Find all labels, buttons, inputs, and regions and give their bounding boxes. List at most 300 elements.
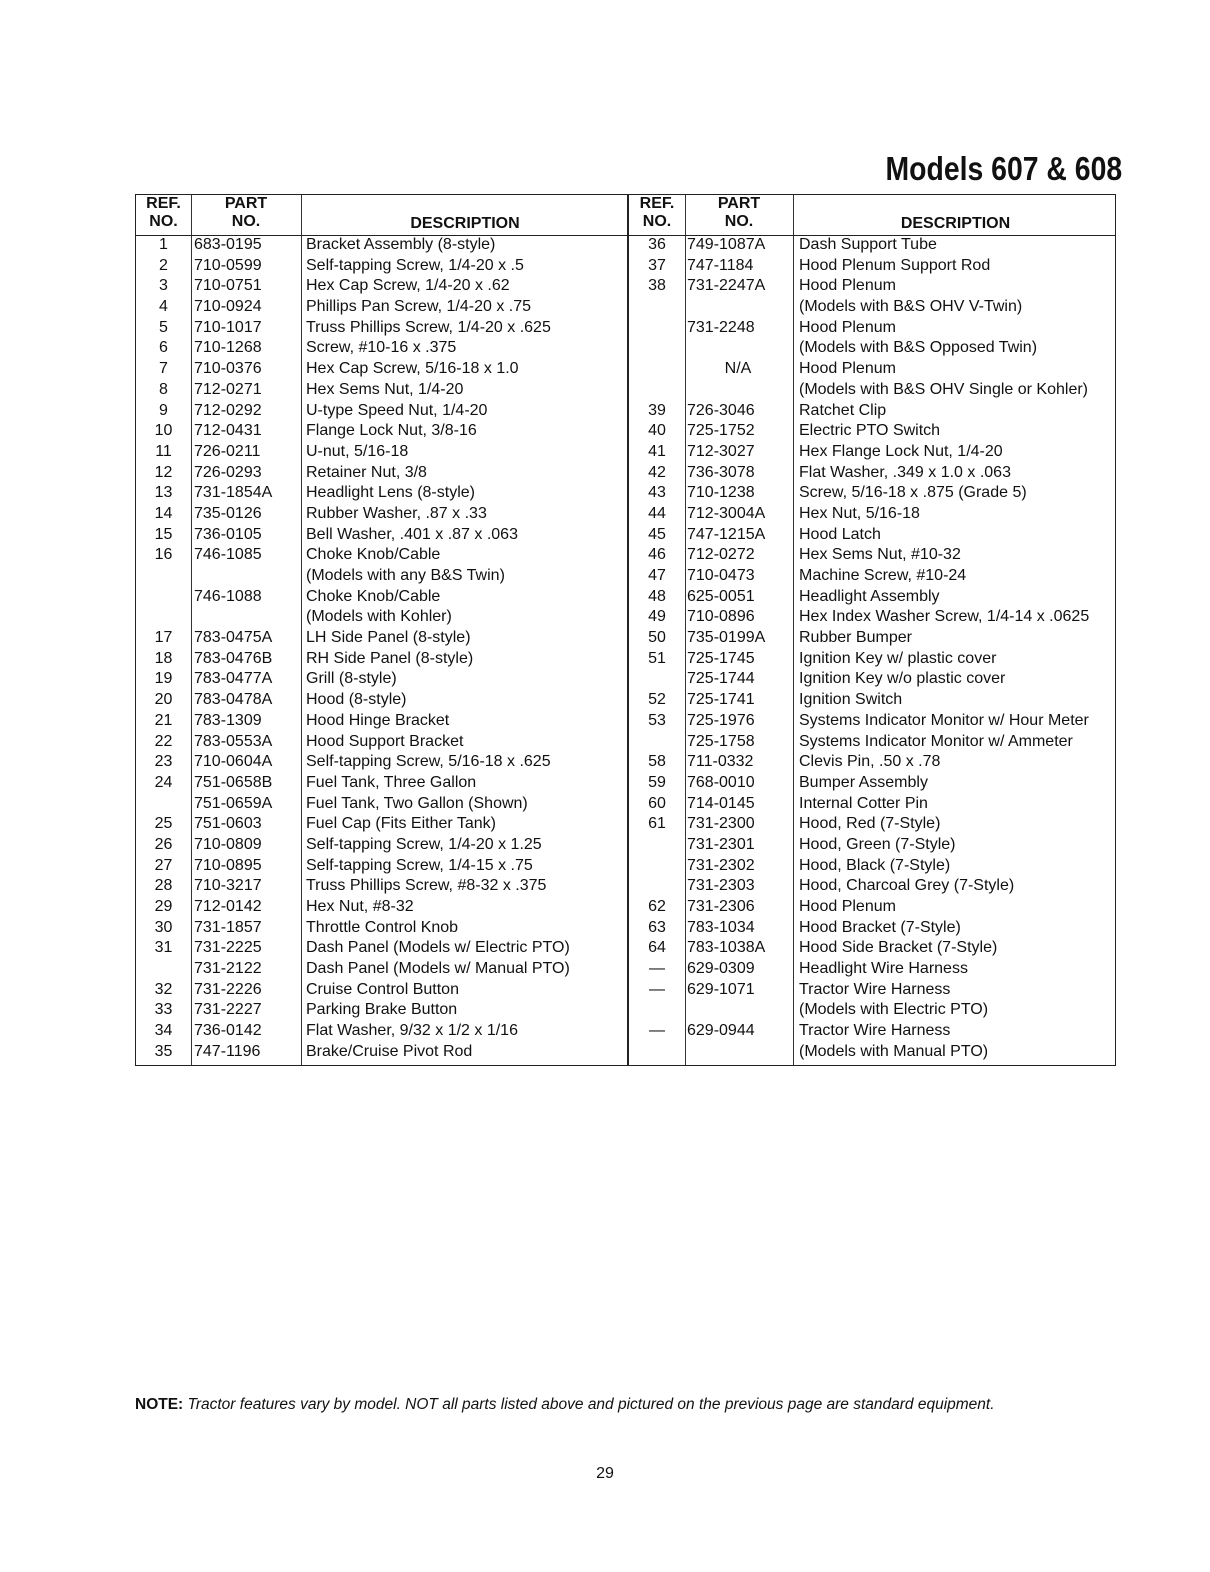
part-description: Hood Plenum: [799, 898, 896, 915]
ref-number: 24: [154, 773, 173, 791]
table-row: [136, 690, 627, 711]
right-rows: [629, 235, 1115, 1063]
part-description: Tractor Wire Harness: [799, 1022, 951, 1040]
table-row: [136, 959, 627, 980]
table-row: [136, 876, 627, 897]
part-description: Headlight Lens (8-style): [306, 484, 475, 502]
part-description: Headlight Assembly: [799, 587, 940, 605]
part-number: 731-2226: [194, 980, 262, 998]
part-description: Ignition Key w/ plastic cover: [799, 649, 997, 667]
part-no-header: PART NO.: [224, 195, 268, 230]
ref-number: 38: [648, 277, 666, 295]
table-row: [629, 938, 1115, 959]
part-description: Throttle Control Knob: [306, 918, 459, 936]
ref-number: 9: [159, 401, 168, 419]
part-number: 783-0478A: [194, 691, 273, 709]
part-number: 710-1238: [687, 484, 755, 502]
table-row: [629, 483, 1115, 504]
ref-number: —: [649, 980, 665, 998]
part-description: Dash Panel (Models w/ Manual PTO): [306, 960, 570, 978]
table-row: [136, 1042, 627, 1063]
table-row: [136, 1000, 627, 1021]
part-number: 726-0293: [194, 463, 262, 481]
ref-number: 59: [648, 773, 666, 791]
part-description: Tractor Wire Harness: [799, 980, 951, 998]
ref-number: 42: [648, 463, 666, 481]
table-row: [136, 235, 627, 256]
part-description: Brake/Cruise Pivot Rod: [306, 1042, 473, 1060]
table-row: [136, 380, 627, 401]
part-number: 725-1752: [687, 422, 755, 440]
part-description: (Models with Kohler): [306, 608, 452, 626]
part-description: Hood, Green (7-Style): [799, 835, 956, 853]
part-number: 751-0658B: [194, 773, 273, 791]
table-row: [136, 669, 627, 690]
part-description: Dash Support Tube: [799, 236, 937, 253]
part-description: Flat Washer, 9/32 x 1/2 x 1/16: [306, 1022, 518, 1040]
ref-number: 44: [648, 504, 666, 522]
table-row: [629, 856, 1115, 877]
part-description: Hood, Charcoal Grey (7-Style): [799, 877, 1015, 895]
part-description: Choke Knob/Cable: [306, 587, 441, 605]
ref-number: 41: [648, 442, 666, 460]
part-description: Truss Phillips Screw, #8-32 x .375: [306, 877, 547, 895]
ref-number: 63: [648, 918, 666, 936]
part-number: 710-3217: [194, 877, 262, 895]
part-number: 736-0105: [194, 525, 262, 543]
table-row: [136, 504, 627, 525]
table-row: [629, 814, 1115, 835]
part-description: Hex Sems Nut, 1/4-20: [306, 380, 464, 398]
ref-number: 52: [648, 691, 666, 709]
part-description: (Models with B&S OHV Single or Kohler): [799, 380, 1088, 398]
ref-number: 43: [648, 484, 666, 502]
ref-number: 22: [154, 732, 173, 750]
table-row: [629, 421, 1115, 442]
ref-number: 51: [648, 649, 666, 667]
ref-number: 32: [154, 980, 173, 998]
part-description: Choke Knob/Cable: [306, 546, 441, 564]
ref-number: 28: [154, 877, 173, 895]
ref-number: 14: [154, 504, 173, 522]
table-row: [136, 359, 627, 380]
table-row: [629, 297, 1115, 318]
part-number: 712-0292: [194, 401, 262, 419]
ref-number: 40: [648, 422, 666, 440]
table-row: [136, 794, 627, 815]
part-number: 783-1309: [194, 711, 262, 729]
part-number: 749-1087A: [687, 236, 766, 253]
part-number: 710-0895: [194, 856, 262, 874]
ref-number: 4: [159, 298, 168, 316]
part-number: 783-0553A: [194, 732, 273, 750]
table-row: [136, 856, 627, 877]
part-description: Self-tapping Screw, 5/16-18 x .625: [306, 753, 551, 771]
ref-number: 61: [648, 815, 666, 833]
part-description: Parking Brake Button: [306, 1001, 458, 1019]
table-row: [136, 918, 627, 939]
part-number: 731-2247A: [687, 277, 766, 295]
table-row: [629, 918, 1115, 939]
table-row: [136, 814, 627, 835]
ref-number: 3: [159, 277, 168, 295]
part-description: Fuel Tank, Two Gallon (Shown): [306, 794, 528, 812]
part-description: Hood Bracket (7-Style): [799, 918, 961, 936]
table-row: [629, 732, 1115, 753]
left-rows: [136, 235, 627, 1063]
part-description: Rubber Bumper: [799, 629, 912, 647]
part-description: Hood Hinge Bracket: [306, 711, 450, 729]
part-number: 710-0376: [194, 360, 262, 378]
table-row: [629, 525, 1115, 546]
ref-number: 13: [154, 484, 173, 502]
part-number: 736-3078: [687, 463, 755, 481]
part-description: Bumper Assembly: [799, 773, 928, 791]
ref-number: 15: [154, 525, 173, 543]
part-number: 710-1017: [194, 318, 262, 336]
table-row: [629, 649, 1115, 670]
page-number: 29: [596, 1465, 614, 1482]
ref-number: 60: [648, 794, 666, 812]
ref-number: 27: [154, 856, 173, 874]
table-row: [629, 463, 1115, 484]
table-row: [136, 897, 627, 918]
part-description: Hood, Black (7-Style): [799, 856, 951, 874]
part-description: Hood, Red (7-Style): [799, 815, 941, 833]
part-description: U-nut, 5/16-18: [306, 442, 409, 460]
ref-no-header: REF. NO.: [639, 195, 675, 230]
part-no-header: PART NO.: [717, 195, 761, 230]
part-description: Hex Index Washer Screw, 1/4-14 x .0625: [799, 608, 1090, 626]
part-description: Hood Plenum: [799, 318, 896, 336]
ref-number: 47: [648, 567, 666, 584]
ref-number: 6: [159, 339, 168, 357]
table-row: [136, 421, 627, 442]
part-number: 629-1071: [687, 980, 755, 998]
part-number: 731-1857: [194, 918, 262, 936]
part-description: Retainer Nut, 3/8: [306, 463, 427, 481]
part-number: 747-1215A: [687, 525, 766, 543]
table-row: [629, 318, 1115, 339]
table-row: [629, 669, 1115, 690]
part-description: Hood Plenum Support Rod: [799, 256, 991, 274]
part-number: 725-1745: [687, 649, 755, 667]
part-description: Hex Cap Screw, 5/16-18 x 1.0: [306, 360, 519, 378]
part-number: 725-1758: [687, 732, 755, 750]
table-row: [629, 442, 1115, 463]
part-number: 712-0271: [194, 380, 262, 398]
ref-number: 12: [154, 463, 173, 481]
part-number: 747-1184: [687, 256, 754, 274]
part-description: Machine Screw, #10-24: [799, 567, 967, 584]
part-description: Ignition Key w/o plastic cover: [799, 670, 1006, 688]
part-number: 710-0473: [687, 567, 755, 584]
part-number: 783-0476B: [194, 649, 273, 667]
part-description: Hood Plenum: [799, 277, 896, 295]
table-row: [136, 483, 627, 504]
table-row: [136, 587, 627, 608]
part-number: 725-1976: [687, 711, 755, 729]
table-row: [629, 545, 1115, 566]
part-number: 711-0332: [687, 753, 754, 771]
part-number: 725-1744: [687, 670, 755, 688]
table-row: [629, 338, 1115, 359]
description-header: DESCRIPTION: [900, 215, 1011, 232]
part-number: 710-0604A: [194, 753, 273, 771]
table-row: [629, 401, 1115, 422]
ref-number: 64: [648, 939, 666, 957]
ref-number: 20: [154, 691, 173, 709]
part-number: 731-2303: [687, 877, 755, 895]
table-row: [629, 794, 1115, 815]
table-row: [136, 752, 627, 773]
table-row: [629, 1042, 1115, 1063]
part-description: Dash Panel (Models w/ Electric PTO): [306, 939, 570, 957]
ref-number: 10: [154, 422, 173, 440]
part-number: 726-0211: [194, 442, 261, 460]
table-row: [629, 359, 1115, 380]
part-description: Flange Lock Nut, 3/8-16: [306, 422, 477, 440]
table-row: [629, 980, 1115, 1001]
ref-number: 34: [154, 1022, 173, 1040]
table-row: [136, 442, 627, 463]
table-row: [136, 566, 627, 587]
part-description: Screw, 5/16-18 x .875 (Grade 5): [799, 484, 1027, 502]
ref-number: 62: [648, 898, 666, 915]
part-description: Grill (8-style): [306, 670, 397, 688]
table-row: [629, 587, 1115, 608]
part-number: 710-0924: [194, 298, 262, 316]
ref-number: 45: [648, 525, 666, 543]
table-row: [136, 297, 627, 318]
note-label: NOTE:: [135, 1396, 184, 1413]
table-row: [136, 732, 627, 753]
part-number: 735-0126: [194, 504, 262, 522]
part-number: 712-3004A: [687, 504, 766, 522]
ref-number: 2: [159, 256, 168, 274]
part-number: 731-1854A: [194, 484, 273, 502]
ref-number: 25: [154, 815, 173, 833]
ref-number: 53: [648, 711, 666, 729]
ref-number: 35: [154, 1042, 173, 1060]
part-description: Hex Nut, 5/16-18: [799, 504, 920, 522]
part-description: Screw, #10-16 x .375: [306, 339, 457, 357]
table-row: [136, 401, 627, 422]
part-description: Bell Washer, .401 x .87 x .063: [306, 525, 518, 543]
ref-number: 11: [155, 442, 172, 460]
part-number: 712-0272: [687, 546, 755, 564]
table-row: [629, 256, 1115, 277]
part-number: 731-2301: [687, 835, 755, 853]
part-description: Hood (8-style): [306, 691, 407, 709]
part-number: 768-0010: [687, 773, 755, 791]
part-description: (Models with any B&S Twin): [306, 567, 505, 584]
table-row: [136, 525, 627, 546]
part-description: Hood Latch: [799, 525, 881, 543]
part-description: Truss Phillips Screw, 1/4-20 x .625: [306, 318, 551, 336]
note-text: Tractor features vary by model. NOT all parts listed above and pictured on the previous page are standard equipment.: [187, 1396, 995, 1413]
part-description: Flat Washer, .349 x 1.0 x .063: [799, 463, 1011, 481]
table-row: [629, 773, 1115, 794]
ref-number: 19: [154, 670, 173, 688]
part-description: Ignition Switch: [799, 691, 903, 709]
part-number: 683-0195: [194, 236, 262, 253]
table-row: [629, 628, 1115, 649]
part-description: Hood Side Bracket (7-Style): [799, 939, 998, 957]
ref-number: 31: [154, 939, 173, 957]
part-description: Fuel Tank, Three Gallon: [306, 773, 477, 791]
part-number: 725-1741: [687, 691, 755, 709]
part-description: Hex Nut, #8-32: [306, 898, 414, 915]
part-description: Hex Sems Nut, #10-32: [799, 546, 961, 564]
table-row: [136, 773, 627, 794]
table-row: [629, 835, 1115, 856]
ref-number: 8: [159, 380, 168, 398]
ref-number: 46: [648, 546, 666, 564]
part-description: (Models with Manual PTO): [799, 1042, 989, 1060]
part-number: 731-2248: [687, 318, 755, 336]
part-number: 731-2302: [687, 856, 755, 874]
ref-number: 49: [648, 608, 666, 626]
part-number: 783-1034: [687, 918, 755, 936]
ref-number: 23: [154, 753, 173, 771]
part-number: 731-2225: [194, 939, 262, 957]
ref-number: 1: [159, 236, 168, 253]
part-number: 710-1268: [194, 339, 262, 357]
ref-number: 48: [648, 587, 666, 605]
ref-number: 18: [154, 649, 173, 667]
table-row: [136, 338, 627, 359]
table-row: [629, 959, 1115, 980]
ref-number: 37: [648, 256, 666, 274]
part-number: 751-0659A: [194, 794, 273, 812]
part-description: Bracket Assembly (8-style): [306, 236, 496, 253]
table-row: [629, 276, 1115, 297]
part-number: 726-3046: [687, 401, 755, 419]
part-number: 751-0603: [194, 815, 262, 833]
ref-number: 36: [648, 236, 666, 253]
ref-number: 21: [154, 711, 173, 729]
table-row: [629, 690, 1115, 711]
part-description: Rubber Washer, .87 x .33: [306, 504, 487, 522]
part-description: Hood Support Bracket: [306, 732, 464, 750]
part-number: 783-0475A: [194, 629, 273, 647]
table-row: [136, 256, 627, 277]
part-description: Hex Flange Lock Nut, 1/4-20: [799, 442, 1003, 460]
part-description: U-type Speed Nut, 1/4-20: [306, 401, 488, 419]
parts-table-left: [135, 194, 628, 1066]
part-number: 783-0477A: [194, 670, 273, 688]
table-row: [136, 318, 627, 339]
part-description: Cruise Control Button: [306, 980, 459, 998]
ref-no-header: REF. NO.: [146, 195, 181, 230]
part-description: Phillips Pan Screw, 1/4-20 x .75: [306, 298, 532, 316]
part-number: 736-0142: [194, 1022, 262, 1040]
ref-number: 26: [154, 835, 173, 853]
page-title: Models 607 & 608: [885, 150, 1122, 187]
table-row: [629, 566, 1115, 587]
ref-number: 29: [154, 898, 173, 915]
table-row: [136, 938, 627, 959]
table-row: [629, 235, 1115, 256]
part-number: 710-0896: [687, 608, 755, 626]
part-description: LH Side Panel (8-style): [306, 629, 471, 647]
part-number: 710-0809: [194, 835, 262, 853]
part-description: Self-tapping Screw, 1/4-20 x 1.25: [306, 835, 542, 853]
table-row: [629, 1000, 1115, 1021]
part-number: 731-2300: [687, 815, 755, 833]
part-number: 783-1038A: [687, 939, 766, 957]
part-number: 735-0199A: [687, 629, 766, 647]
part-number: 625-0051: [687, 587, 755, 605]
ref-number: —: [649, 1022, 665, 1040]
table-row: [629, 711, 1115, 732]
table-row: [629, 876, 1115, 897]
part-number: 712-3027: [687, 442, 755, 460]
table-row: [136, 276, 627, 297]
part-description: Self-tapping Screw, 1/4-20 x .5: [306, 256, 524, 274]
part-number: 710-0751: [194, 277, 262, 295]
ref-number: 33: [154, 1001, 173, 1019]
ref-number: 50: [648, 629, 666, 647]
table-row: [629, 752, 1115, 773]
part-description: Ratchet Clip: [799, 401, 887, 419]
parts-table-right: [627, 194, 1116, 1066]
part-number: 731-2227: [194, 1001, 262, 1019]
part-description: Hex Cap Screw, 1/4-20 x .62: [306, 277, 510, 295]
ref-number: —: [649, 960, 665, 978]
part-number: 710-0599: [194, 256, 262, 274]
ref-number: 39: [648, 401, 666, 419]
part-number: 747-1196: [194, 1042, 261, 1060]
part-description: RH Side Panel (8-style): [306, 649, 474, 667]
part-number: 746-1088: [194, 587, 262, 605]
part-description: Systems Indicator Monitor w/ Ammeter: [799, 732, 1073, 750]
table-row: [629, 1021, 1115, 1042]
ref-number: 30: [154, 918, 173, 936]
part-number: 712-0431: [194, 422, 262, 440]
table-row: [136, 835, 627, 856]
part-number: 746-1085: [194, 546, 262, 564]
part-description: Hood Plenum: [799, 360, 896, 378]
ref-number: 58: [648, 753, 666, 771]
part-description: Fuel Cap (Fits Either Tank): [306, 815, 496, 833]
part-number: 629-0309: [687, 960, 755, 978]
table-row: [629, 897, 1115, 918]
ref-number: 7: [159, 360, 168, 378]
part-description: (Models with B&S OHV V-Twin): [799, 298, 1023, 316]
ref-number: 17: [154, 629, 173, 647]
part-description: (Models with Electric PTO): [799, 1001, 989, 1019]
table-row: [629, 504, 1115, 525]
table-row: [136, 545, 627, 566]
part-description: Self-tapping Screw, 1/4-15 x .75: [306, 856, 533, 874]
table-row: [136, 980, 627, 1001]
part-description: Internal Cotter Pin: [799, 794, 928, 812]
footnote: [135, 1396, 995, 1414]
part-number: 712-0142: [194, 898, 262, 915]
part-description: Headlight Wire Harness: [799, 960, 968, 978]
part-number: 629-0944: [687, 1022, 755, 1040]
part-number: 731-2306: [687, 898, 755, 915]
ref-number: 16: [154, 546, 173, 564]
ref-number: 5: [159, 318, 168, 336]
part-description: Clevis Pin, .50 x .78: [799, 753, 941, 771]
part-description: Electric PTO Switch: [799, 422, 941, 440]
table-row: [136, 463, 627, 484]
part-description: Systems Indicator Monitor w/ Hour Meter: [799, 711, 1089, 729]
part-number: N/A: [724, 360, 752, 378]
